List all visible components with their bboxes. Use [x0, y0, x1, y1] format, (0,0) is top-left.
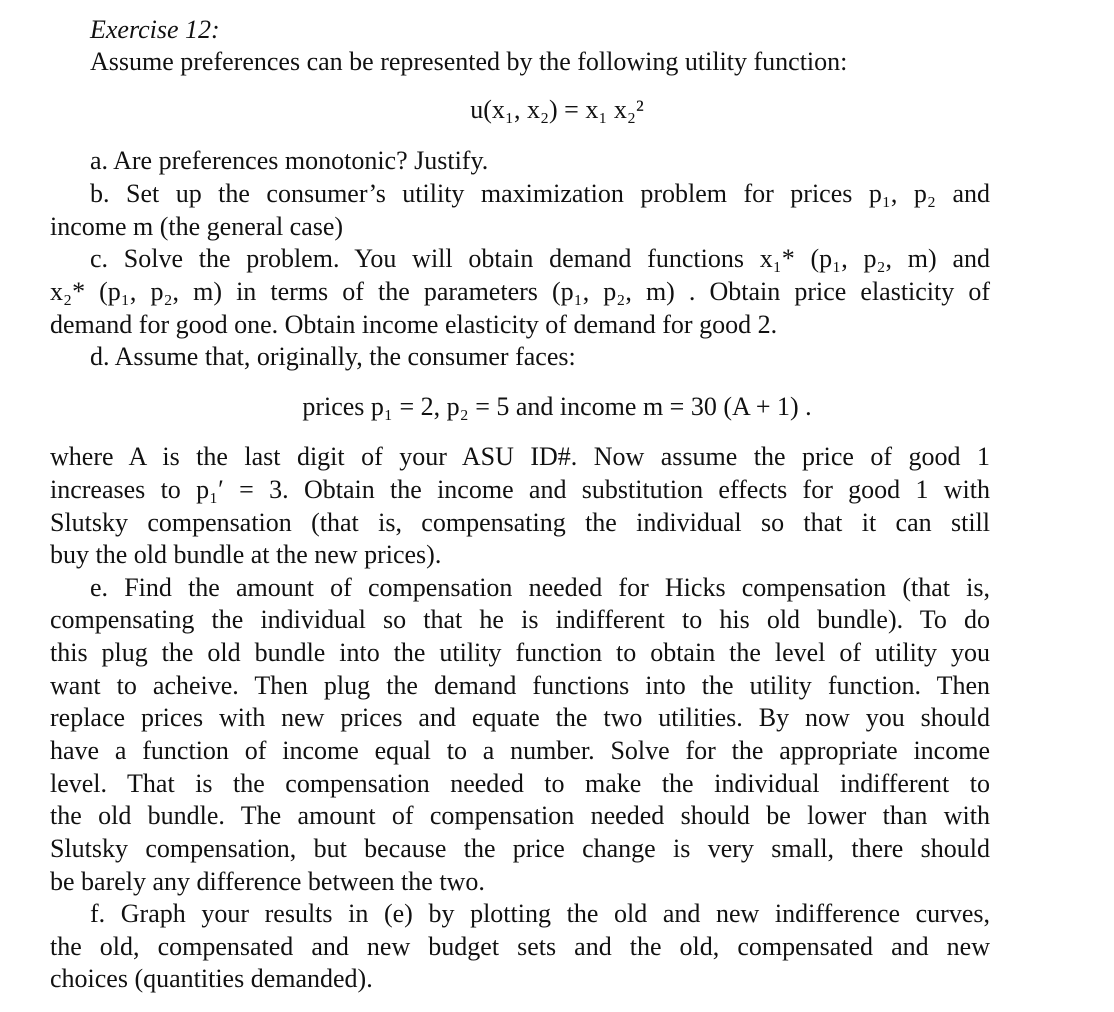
- part-d-line-2: where A is the last digit of your ASU ID#. Now assume the price of good 1: [50, 442, 990, 471]
- part-c-line-1: c. Solve the problem. You will obtain demand functions x₁* (p₁, p₂, m) and: [90, 244, 990, 273]
- part-d-line-3: increases to p₁′ = 3. Obtain the income and substitution effects for good 1 with: [50, 475, 990, 504]
- part-f-line-2: the old, compensated and new budget sets and the old, compensated and new: [50, 932, 990, 961]
- utility-equation: u(x₁, x₂) = x₁ x₂²: [470, 95, 644, 124]
- part-f-line-3: choices (quantities demanded).: [50, 964, 373, 993]
- part-e-line-4: want to acheive. Then plug the demand functions into the utility function. Then: [50, 671, 990, 700]
- part-e-line-5: replace prices with new prices and equate the two utilities. By now you should: [50, 703, 990, 732]
- part-b-line-1: b. Set up the consumer’s utility maximization problem for prices p₁, p₂ and: [90, 179, 990, 208]
- part-c-line-2: x₂* (p₁, p₂, m) in terms of the parameters (p₁, p₂, m) . Obtain price elasticity of: [50, 277, 990, 306]
- price-income-equation: prices p₁ = 2, p₂ = 5 and income m = 30 (A + 1) .: [302, 392, 812, 421]
- part-d-line-4: Slutsky compensation (that is, compensating the individual so that it can still: [50, 508, 990, 537]
- part-e-line-2: compensating the individual so that he is indifferent to his old bundle). To do: [50, 605, 990, 634]
- part-d-line-1: d. Assume that, originally, the consumer faces:: [90, 342, 576, 371]
- part-e-line-6: have a function of income equal to a number. Solve for the appropriate income: [50, 736, 990, 765]
- part-e-line-10: be barely any difference between the two.: [50, 867, 485, 896]
- exercise-title: Exercise 12:: [90, 15, 220, 44]
- part-b-line-2: income m (the general case): [50, 212, 344, 241]
- part-e-line-1: e. Find the amount of compensation needed for Hicks compensation (that is,: [90, 573, 990, 602]
- part-c-line-3: demand for good one. Obtain income elasticity of demand for good 2.: [50, 310, 778, 339]
- part-f-line-1: f. Graph your results in (e) by plotting the old and new indifference curves,: [90, 899, 990, 928]
- part-d-line-5: buy the old bundle at the new prices).: [50, 540, 442, 569]
- part-a: a. Are preferences monotonic? Justify.: [90, 146, 489, 175]
- exercise-intro: Assume preferences can be represented by the following utility function:: [90, 47, 848, 76]
- part-e-line-7: level. That is the compensation needed to make the individual indifferent to: [50, 769, 990, 798]
- part-e-line-8: the old bundle. The amount of compensation needed should be lower than with: [50, 801, 990, 830]
- part-e-line-9: Slutsky compensation, but because the price change is very small, there should: [50, 834, 990, 863]
- part-e-line-3: this plug the old bundle into the utility function to obtain the level of utility you: [50, 638, 990, 667]
